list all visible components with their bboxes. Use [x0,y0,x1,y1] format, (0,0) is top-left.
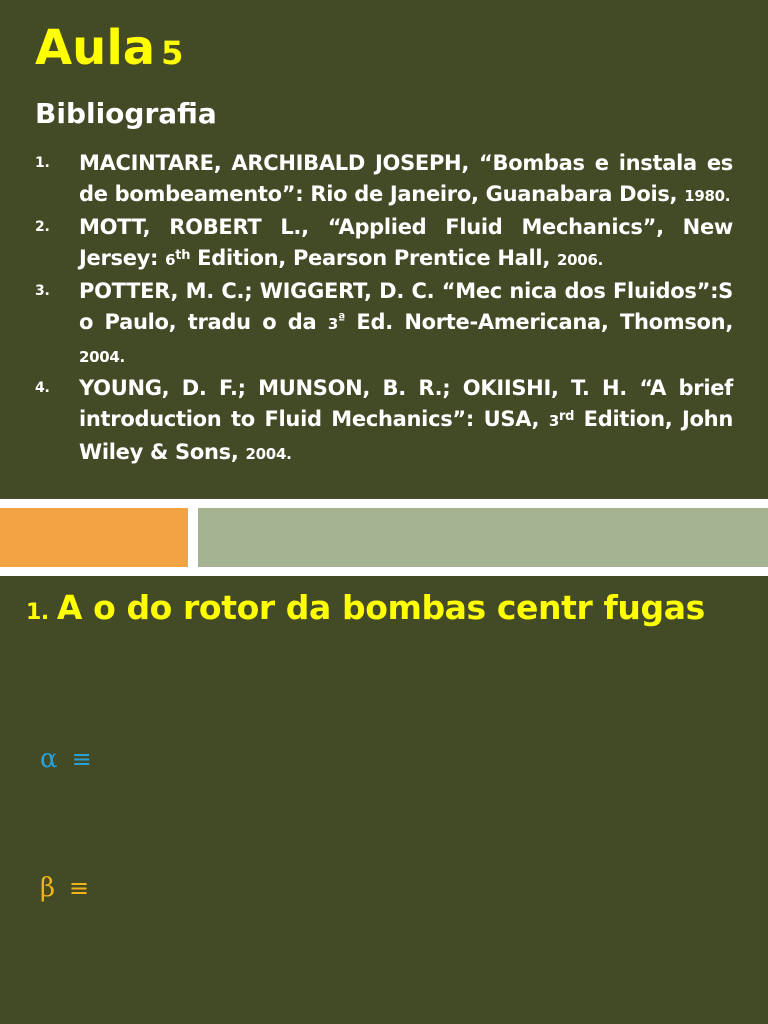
reference-edition-number: 3 [327,315,338,333]
reference-list [35,148,733,470]
reference-index: 3. [35,283,50,299]
equiv-symbol: ≡ [69,874,90,902]
accent-bar-green [198,508,768,567]
reference-text: MACINTARE, ARCHIBALD JOSEPH, “Bombas e instala es de bombeamento”: Rio de Janeiro, Guanabara Dois, [79,151,733,206]
reference-text: MOTT, ROBERT L., “Applied Fluid Mechanics”, New Jersey: [79,215,733,270]
slide2-heading [26,586,705,635]
reference-edition-suffix: th [175,248,191,263]
beta-definition [40,871,89,905]
title-number: 5 [161,34,184,72]
reference-year: 2006. [557,251,603,269]
reference-index: 1. [35,155,50,171]
reference-index: 4. [35,380,50,396]
reference-year: 1980. [684,187,731,205]
title-text: Aula [35,20,156,76]
reference-item [35,212,733,276]
equiv-symbol: ≡ [71,745,92,773]
reference-item [35,373,733,470]
reference-text: Edition, John Wiley & Sons, [79,407,733,464]
reference-item [35,148,733,212]
slide-title [35,18,183,83]
heading-text: A o do rotor da bombas centr fugas [56,588,705,627]
reference-year: 2004. [79,348,125,366]
section-subtitle: Bibliografia [35,97,217,130]
reference-edition-number: 3 [548,412,559,430]
slide-bibliografia [0,0,768,499]
slide-rotor [0,576,768,1024]
alpha-definition [40,742,92,776]
reference-edition-number: 6 [165,251,176,269]
beta-symbol: β [40,873,56,903]
reference-text: Ed. Norte-Americana, Thomson, [345,310,733,334]
reference-text: POTTER, M. C.; WIGGERT, D. C. “Mec nica dos Fluidos”:S o Paulo, tradu o da [79,279,733,334]
reference-text: YOUNG, D. F.; MUNSON, B. R.; OKIISHI, T. H. “A brief introduction to Fluid Mechanics”: USA, [79,376,733,431]
reference-edition-suffix: rd [558,409,575,424]
heading-number: 1. [26,600,49,625]
reference-text: Edition, Pearson Prentice Hall, [190,246,558,270]
reference-edition-suffix: ª [337,312,345,327]
reference-item [35,276,733,373]
reference-year: 2004. [245,445,292,463]
alpha-symbol: α [40,744,58,774]
reference-index: 2. [35,219,50,235]
accent-bar-orange [0,508,188,567]
